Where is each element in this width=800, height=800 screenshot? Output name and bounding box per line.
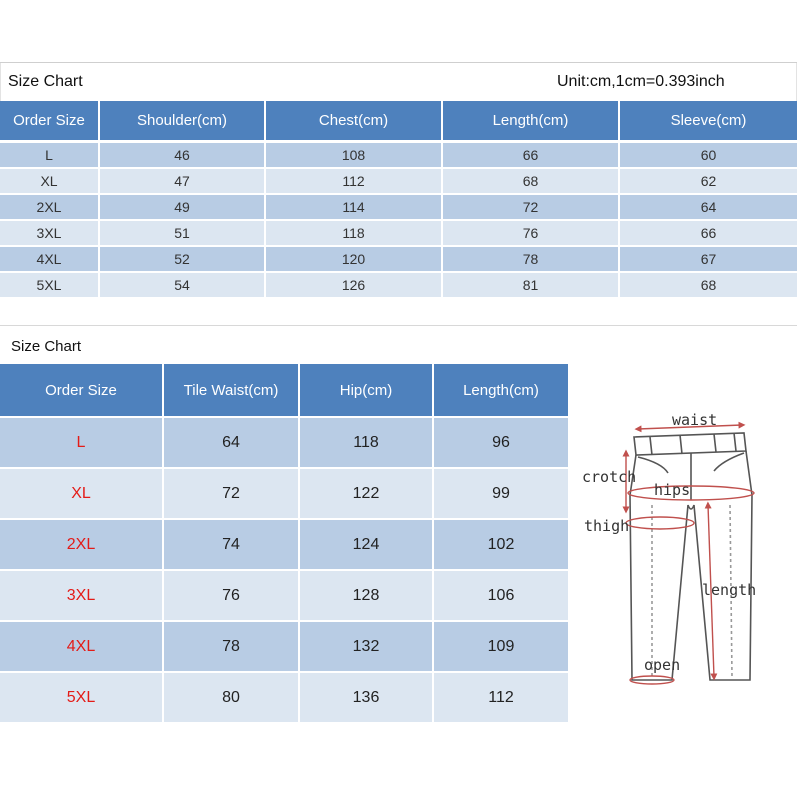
waist-cell: 80 — [163, 672, 299, 723]
length-cell: 109 — [433, 621, 568, 672]
waist-cell: 64 — [163, 417, 299, 468]
header-sleeve: Sleeve(cm) — [619, 101, 797, 142]
order-size-cell: 2XL — [0, 519, 163, 570]
length-cell: 99 — [433, 468, 568, 519]
diagram-label-hips: hips — [654, 481, 691, 499]
pants-size-table — [0, 364, 568, 724]
length-cell: 106 — [433, 570, 568, 621]
hip-cell: 122 — [299, 468, 433, 519]
sleeve-cell: 62 — [619, 168, 797, 194]
order-size-cell: 5XL — [0, 272, 99, 298]
order-size-cell: 3XL — [0, 570, 163, 621]
chest-cell: 114 — [265, 194, 442, 220]
chest-cell: 108 — [265, 142, 442, 169]
shirt-table-header-row — [0, 101, 797, 142]
hip-cell: 136 — [299, 672, 433, 723]
table-row — [0, 468, 568, 519]
table-row — [0, 417, 568, 468]
hip-cell: 128 — [299, 570, 433, 621]
table-row — [0, 220, 797, 246]
length-cell: 78 — [442, 246, 619, 272]
shoulder-cell: 46 — [99, 142, 265, 169]
chest-cell: 112 — [265, 168, 442, 194]
shoulder-cell: 51 — [99, 220, 265, 246]
shoulder-cell: 54 — [99, 272, 265, 298]
header-length: Length(cm) — [433, 364, 568, 417]
order-size-cell: L — [0, 417, 163, 468]
length-cell: 96 — [433, 417, 568, 468]
pants-size-chart-title: Size Chart — [11, 338, 82, 355]
diagram-label-crotch: crotch — [582, 468, 637, 486]
waist-cell: 74 — [163, 519, 299, 570]
header-order-size: Order Size — [0, 101, 99, 142]
order-size-cell: XL — [0, 168, 99, 194]
sleeve-cell: 60 — [619, 142, 797, 169]
length-cell: 76 — [442, 220, 619, 246]
length-cell: 72 — [442, 194, 619, 220]
table-row — [0, 272, 797, 298]
chest-cell: 126 — [265, 272, 442, 298]
order-size-cell: 4XL — [0, 246, 99, 272]
shirt-size-chart-title-bar — [0, 63, 797, 101]
order-size-cell: L — [0, 142, 99, 169]
unit-conversion-note: Unit:cm,1cm=0.393inch — [557, 73, 725, 90]
header-tile-waist: Tile Waist(cm) — [163, 364, 299, 417]
table-row — [0, 519, 568, 570]
hip-cell: 118 — [299, 417, 433, 468]
chest-cell: 120 — [265, 246, 442, 272]
pants-table-header-row — [0, 364, 568, 417]
pants-outline — [630, 433, 752, 680]
waist-cell: 76 — [163, 570, 299, 621]
length-cell: 66 — [442, 142, 619, 169]
shirt-size-chart — [0, 62, 797, 299]
sleeve-cell: 67 — [619, 246, 797, 272]
length-cell: 112 — [433, 672, 568, 723]
diagram-label-length: length — [702, 581, 757, 599]
hip-cell: 132 — [299, 621, 433, 672]
shoulder-cell: 52 — [99, 246, 265, 272]
order-size-cell: 5XL — [0, 672, 163, 723]
header-chest: Chest(cm) — [265, 101, 442, 142]
table-row — [0, 194, 797, 220]
shoulder-cell: 49 — [99, 194, 265, 220]
pants-measurement-diagram — [572, 405, 797, 705]
table-row — [0, 570, 568, 621]
table-row — [0, 672, 568, 723]
length-cell: 68 — [442, 168, 619, 194]
shoulder-cell: 47 — [99, 168, 265, 194]
waist-cell: 72 — [163, 468, 299, 519]
header-length: Length(cm) — [442, 101, 619, 142]
table-row — [0, 142, 797, 169]
sleeve-cell: 68 — [619, 272, 797, 298]
table-row — [0, 246, 797, 272]
length-cell: 102 — [433, 519, 568, 570]
header-order-size: Order Size — [0, 364, 163, 417]
shirt-size-table — [0, 101, 797, 299]
order-size-cell: 4XL — [0, 621, 163, 672]
header-shoulder: Shoulder(cm) — [99, 101, 265, 142]
sleeve-cell: 64 — [619, 194, 797, 220]
hip-cell: 124 — [299, 519, 433, 570]
measurement-arrows — [626, 425, 757, 684]
table-row — [0, 621, 568, 672]
order-size-cell: 3XL — [0, 220, 99, 246]
header-hip: Hip(cm) — [299, 364, 433, 417]
chest-cell: 118 — [265, 220, 442, 246]
order-size-cell: XL — [0, 468, 163, 519]
diagram-label-open: open — [644, 656, 681, 674]
diagram-label-thigh: thigh — [584, 517, 630, 535]
diagram-label-waist: waist — [672, 411, 718, 429]
sleeve-cell: 66 — [619, 220, 797, 246]
waist-cell: 78 — [163, 621, 299, 672]
table-row — [0, 168, 797, 194]
order-size-cell: 2XL — [0, 194, 99, 220]
length-cell: 81 — [442, 272, 619, 298]
shirt-size-chart-title: Size Chart — [8, 73, 83, 90]
